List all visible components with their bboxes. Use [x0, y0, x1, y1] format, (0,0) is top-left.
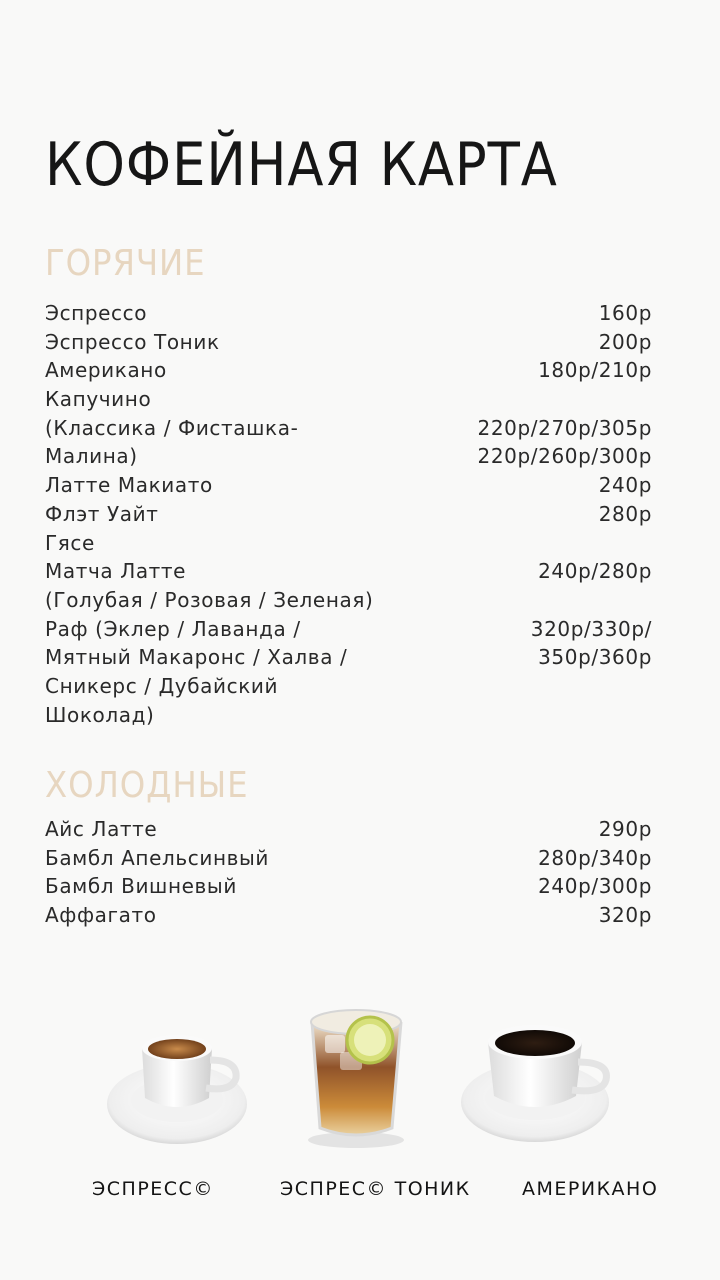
item-name: Бамбл Вишневый: [45, 874, 237, 899]
menu-row: [45, 299, 652, 328]
item-price: 280р/340р: [538, 845, 652, 870]
cold-drinks-list: [45, 815, 652, 930]
item-name: Гясе: [45, 530, 95, 555]
item-price: 160р: [598, 301, 652, 325]
item-price: 280р: [598, 501, 652, 526]
item-price: 180р/210р: [538, 358, 652, 383]
menu-row: [45, 844, 652, 873]
item-name: (Голубая / Розовая / Зеленая): [45, 587, 374, 612]
item-name: Айс Латте: [45, 817, 158, 841]
menu-row: [45, 385, 652, 414]
menu-row: [45, 442, 652, 471]
item-price: 240р/280р: [538, 559, 652, 584]
menu-row: [45, 672, 652, 701]
item-price: 200р: [598, 329, 652, 354]
menu-row: [45, 328, 652, 357]
menu-row: [45, 872, 652, 901]
item-name: Сникерс / Дубайский: [45, 673, 279, 698]
item-price: 220р/270р/305р: [477, 415, 652, 440]
page-title: КОФЕЙНАЯ КАРТА: [45, 130, 558, 200]
item-name: Шоколад): [45, 702, 155, 727]
item-name: Бамбл Апельсинвый: [45, 845, 270, 870]
item-price: 350р/360р: [538, 645, 652, 670]
menu-row: [45, 529, 652, 558]
menu-row: [45, 500, 652, 529]
espresso-cup-image: [107, 1035, 247, 1144]
item-price: 320р/330р/: [530, 616, 652, 641]
item-price: 240р: [598, 473, 652, 498]
menu-row: [45, 615, 652, 644]
espresso-tonic-glass-image: [308, 1010, 404, 1148]
item-price: 240р/300р: [538, 874, 652, 899]
item-name: Флэт Уайт: [45, 501, 159, 526]
item-name: Капучино: [45, 387, 152, 412]
caption-espresso: ЭСПРЕСС©: [92, 1178, 214, 1200]
item-name: Мятный Макаронс / Халва /: [45, 645, 348, 670]
item-price: 220р/260р/300р: [477, 444, 652, 469]
menu-row: [45, 414, 652, 443]
item-name: Латте Макиато: [45, 473, 213, 498]
item-name: Американо: [45, 358, 167, 383]
menu-row: [45, 356, 652, 385]
item-name: Эспрессо Тоник: [45, 329, 220, 354]
drinks-photo-strip: [0, 990, 720, 1190]
section-heading-hot: ГОРЯЧИЕ: [45, 243, 206, 284]
caption-espresso-tonic: ЭСПРЕС© ТОНИК: [280, 1178, 471, 1200]
menu-row: [45, 701, 652, 730]
caption-americano: АМЕРИКАНО: [522, 1178, 659, 1200]
menu-row: [45, 815, 652, 844]
item-name: Эспрессо: [45, 301, 148, 325]
item-name: Раф (Эклер / Лаванда /: [45, 616, 301, 641]
menu-row: [45, 901, 652, 930]
americano-cup-image: [461, 1025, 609, 1142]
item-name: (Классика / Фисташка-: [45, 415, 299, 440]
menu-row: [45, 557, 652, 586]
item-name: Аффагато: [45, 903, 157, 928]
hot-drinks-list: [45, 299, 652, 729]
menu-row: [45, 643, 652, 672]
item-price: 290р: [598, 817, 652, 841]
item-name: Матча Латте: [45, 559, 187, 584]
menu-row: [45, 471, 652, 500]
menu-row: [45, 586, 652, 615]
item-name: Малина): [45, 444, 138, 469]
item-price: 320р: [598, 903, 652, 928]
section-heading-cold: ХОЛОДНЫЕ: [45, 765, 249, 806]
